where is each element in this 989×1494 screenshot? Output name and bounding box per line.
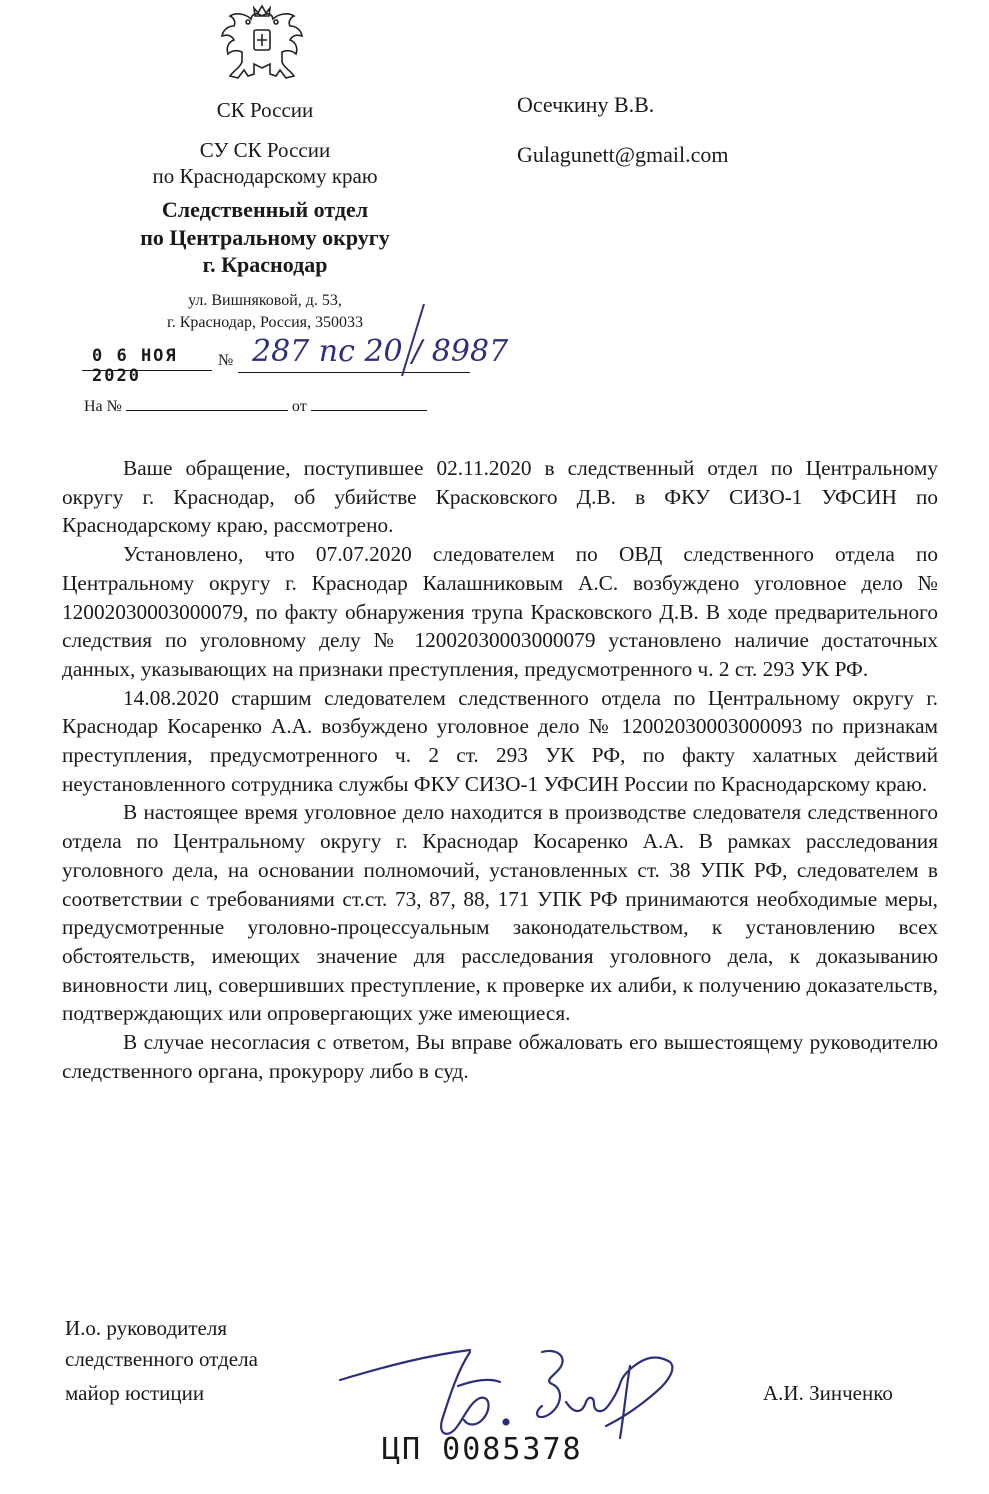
paragraph-1: Ваше обращение, поступившее 02.11.2020 в следственный отдел по Центральному округу г. Краснодар, об убийстве Красковского Д.В. в ФКУ СИЗО-1 УФСИН по Краснодарскому краю, рассмотрено.: [62, 456, 938, 538]
ref-label-from: от: [291, 398, 307, 415]
signer-position-line2: следственного отдела: [65, 1347, 258, 1371]
signer-name: А.И. Зинченко: [763, 1381, 893, 1405]
ref-number-blank: [126, 410, 288, 411]
dept-name-line3: г. Краснодар: [202, 252, 328, 277]
ref-date-blank: [311, 410, 427, 411]
number-field: [238, 334, 509, 373]
recipient-name: Осечкину В.В.: [517, 92, 655, 117]
paragraph-5: В случае несогласия с ответом, Вы вправе обжаловать его вышестоящему руководителю следственного органа, прокурору либо в суд.: [62, 1030, 938, 1083]
dept-name-line1: Следственный отдел: [161, 197, 369, 222]
paragraph-4: В настоящее время уголовное дело находится в производстве следователя следственного отдела по Центральному округу г. Краснодар Косаренко А.А. В рамках расследования уголовного дела, на основании полномочий, установленных ст. 38 УПК РФ, следователем в соответствии с требованиями ст.ст. 73, 87, 88, 171 УПК РФ принимаются необходимые меры, предусмотренные уголовно-процессуальным законодательством, к установлению всех обстоятельств, имеющих значение для расследования уголовного дела, к доказыванию виновности лиц, совершивших преступление, к проверке их алиби, к получению доказательств, подтверждающих или опровергающих уже имеющиеся.: [62, 800, 938, 1026]
org-subdivision: СУ СК России: [199, 138, 331, 162]
address-line2: г. Краснодар, Россия, 350033: [167, 314, 363, 331]
double-headed-eagle-icon: [218, 4, 306, 86]
paragraph-3: 14.08.2020 старшим следователем следственного отдела по Центральному округу г. Краснодар Косаренко А.А. возбуждено уголовное дело № 12002030003000093 по признакам преступления, предусмотренного ч. 2 ст. 293 УК РФ, по факту халатных действий неустановленного сотрудника службы ФКУ СИЗО-1 УФСИН России по Краснодарскому краю.: [62, 685, 938, 796]
signer-rank: майор юстиции: [65, 1381, 205, 1405]
signer-position-line1: И.о. руководителя: [65, 1316, 228, 1340]
date-stamp: 0 6 НОЯ 2020: [92, 346, 178, 386]
handwritten-registration-number: 287 nc 20 / 8987: [252, 334, 509, 369]
letter-body: [62, 454, 938, 1085]
org-region: по Краснодарскому краю: [152, 164, 378, 188]
ref-label-no: На №: [84, 398, 122, 415]
address-line1: ул. Вишняковой, д. 53,: [188, 292, 342, 309]
coat-of-arms-emblem: [218, 4, 306, 86]
number-label: №: [218, 352, 234, 369]
org-name: СК России: [216, 98, 314, 122]
paragraph-2: Установлено, что 07.07.2020 следователем по ОВД следственного отдела по Центральному округу г. Краснодар Калашниковым А.С. возбуждено уголовное дело № 12002030003000079, по факту обнаружения трупа Красковского Д.В. В ходе предварительного следствия по уголовному делу № 12002030003000079 установлено наличие достаточных данных, указывающих на признаки преступления, предусмотренного ч. 2 ст. 293 УК РФ.: [62, 542, 938, 681]
reference-line: [84, 396, 464, 417]
form-serial-number: ЦП 0085378: [382, 1432, 583, 1467]
recipient-email: Gulagunett@gmail.com: [517, 142, 729, 167]
handwritten-slash-mark: [394, 300, 434, 380]
date-field: [82, 346, 212, 386]
dept-name-line2: по Центральному округу: [140, 225, 390, 250]
